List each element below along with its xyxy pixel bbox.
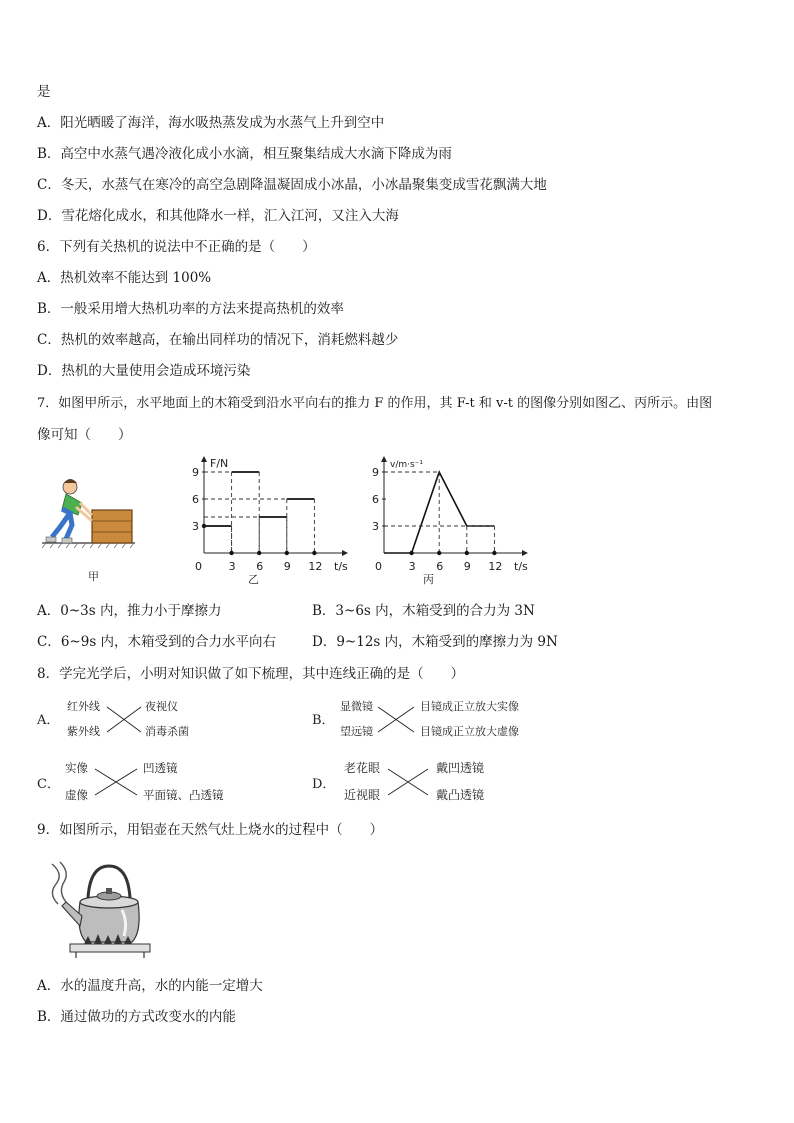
q9-option-a: A．水的温度升高，水的内能一定增大 (37, 978, 263, 994)
chart-f-t-x-tick-dot-9 (285, 551, 289, 555)
q8-a-left-2: 紫外线 (67, 725, 100, 738)
q5-option-b: B．高空中水蒸气遇冷液化成小水滴，相互聚集结成大水滴下降成为雨 (37, 146, 452, 162)
q8-a-left-1: 红外线 (67, 700, 100, 713)
chart-v-t-y-tick-9: 9 (372, 466, 379, 479)
q8-d-right-2: 戴凸透镜 (436, 788, 485, 802)
chart-f-t-caption: 乙 (248, 573, 259, 586)
chart-f-t-origin: 0 (195, 560, 202, 573)
q8-c-label: C． (37, 777, 60, 792)
chart-f-t-y-tick-6: 6 (192, 493, 199, 506)
chart-v-t-x-tick-9: 9 (463, 560, 471, 573)
chart-f-t-x-label: t/s (334, 560, 348, 573)
q7-option-a: A．0~3s 内，推力小于摩擦力 (37, 603, 222, 619)
q5-option-a: A．阳光晒暖了海洋，海水吸热蒸发成为水蒸气上升到空中 (37, 115, 385, 131)
q6-stem: 6．下列有关热机的说法中不正确的是（ ） (37, 239, 316, 255)
q6-option-d: D．热机的大量使用会造成环境污染 (37, 363, 251, 379)
q8-c-right-2: 平面镜、凸透镜 (143, 788, 224, 802)
q5-stem-tail: 是 (37, 84, 51, 100)
chart-v-t-x-tick-dot-9 (465, 551, 469, 555)
chart-v-t-x-tick-dot-6 (437, 551, 441, 555)
chart-f-t (190, 455, 360, 590)
chart-f-t-y-tick-3: 3 (192, 520, 199, 533)
q8-d-left-1: 老花眼 (344, 761, 381, 775)
q8-b-label: B． (312, 713, 335, 728)
figure-kettle-on-stove (40, 852, 170, 962)
q8-b-left-2: 望远镜 (340, 725, 373, 738)
chart-f-t-x-tick-dot-12 (312, 551, 316, 555)
figure-jia-push-box (40, 455, 140, 585)
q8-c-right-1: 凹透镜 (143, 761, 178, 775)
q7-stem-line2: 像可知（ ） (37, 427, 132, 443)
chart-f-t-x-tick-dot-3 (229, 551, 233, 555)
q8-d-right-1: 戴凹透镜 (436, 761, 485, 775)
q8-a-label: A． (37, 713, 60, 728)
q7-stem-line1: 7．如图甲所示，水平地面上的木箱受到沿水平向右的推力 F 的作用，其 F-t 和 v-t 的图像分别如图乙、丙所示。由图 (37, 396, 713, 411)
q8-stem: 8．学完光学后，小明对知识做了如下梳理，其中连线正确的是（ ） (37, 666, 465, 682)
q6-option-b: B．一般采用增大热机功率的方法来提高热机的效率 (37, 301, 344, 317)
q8-b-left-1: 显微镜 (340, 700, 373, 713)
q8-c-left-1: 实像 (65, 761, 88, 775)
chart-f-t-x-tick-9: 9 (283, 560, 291, 573)
q7-option-c: C．6~9s 内，木箱受到的合力水平向右 (37, 634, 277, 650)
chart-v-t-x-label: t/s (514, 560, 528, 573)
q8-option-c (37, 757, 277, 807)
q8-d-left-2: 近视眼 (344, 788, 381, 802)
q8-d-label: D． (312, 777, 336, 792)
q5-option-c: C．冬天，水蒸气在寒冷的高空急剧降温凝固成小冰晶，小冰晶聚集变成雪花飘满大地 (37, 177, 547, 193)
q8-b-right-1: 目镜成正立放大实像 (420, 700, 519, 713)
chart-v-t-series-line (384, 472, 494, 553)
q7-option-d: D．9~12s 内，木箱受到的摩擦力为 9N (312, 634, 558, 650)
chart-v-t-x-tick-6: 6 (436, 560, 444, 573)
q9-stem: 9．如图所示，用铝壶在天然气灶上烧水的过程中（ ） (37, 822, 384, 838)
chart-v-t-x-tick-3: 3 (408, 560, 416, 573)
q6-option-a: A．热机效率不能达到 100% (37, 270, 212, 286)
q9-option-b: B．通过做功的方式改变水的内能 (37, 1009, 236, 1025)
chart-v-t-caption: 丙 (423, 573, 434, 586)
chart-v-t-origin: 0 (375, 560, 382, 573)
chart-v-t-x-tick-dot-3 (409, 551, 413, 555)
chart-v-t-x-tick-dot-12 (492, 551, 496, 555)
chart-f-t-x-tick-6: 6 (256, 560, 264, 573)
chart-f-t-y-tick-9: 9 (192, 466, 199, 479)
chart-v-t (370, 455, 540, 590)
q7-option-b: B．3~6s 内，木箱受到的合力为 3N (312, 603, 535, 619)
q8-a-right-2: 消毒杀菌 (145, 725, 189, 738)
chart-f-t-y-label: F/N (210, 457, 229, 470)
q8-c-left-2: 虚像 (65, 788, 88, 802)
chart-v-t-y-label: v/m·s⁻¹ (390, 460, 424, 470)
q5-option-d: D．雪花熔化成水，和其他降水一样，汇入江河，又注入大海 (37, 208, 399, 224)
chart-v-t-y-tick-3: 3 (372, 520, 379, 533)
chart-v-t-x-tick-12: 12 (488, 560, 503, 573)
q8-b-right-2: 目镜成正立放大虚像 (420, 725, 519, 738)
chart-f-t-x-tick-dot-6 (257, 551, 261, 555)
chart-v-t-y-tick-6: 6 (372, 493, 379, 506)
chart-f-t-x-tick-3: 3 (228, 560, 236, 573)
q8-option-d (312, 757, 572, 807)
chart-f-t-x-tick-12: 12 (308, 560, 323, 573)
q8-option-a (37, 695, 277, 745)
figure-jia-caption: 甲 (88, 570, 99, 583)
q8-a-right-1: 夜视仪 (145, 700, 178, 713)
q8-option-b (312, 695, 572, 745)
q6-option-c: C．热机的效率越高，在输出同样功的情况下，消耗燃料越少 (37, 332, 399, 348)
